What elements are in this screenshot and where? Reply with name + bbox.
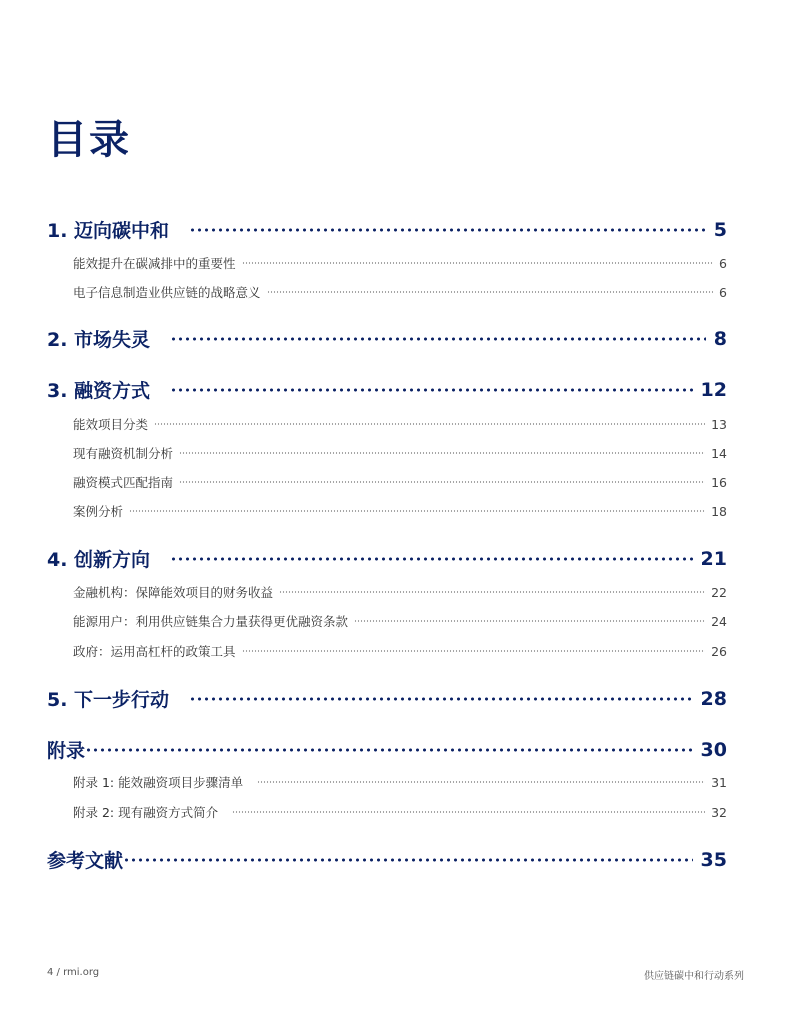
toc-section-page: 8 (713, 327, 727, 350)
toc-section-page: 28 (700, 687, 727, 710)
toc-subsection[interactable] (73, 502, 727, 520)
toc-section-page: 21 (700, 547, 727, 570)
toc-subsection-page: 22 (711, 584, 727, 600)
toc-subsection-label: 能源用户：利用供应链集合力量获得更优融资条款 (73, 614, 349, 629)
toc-subsection[interactable] (73, 473, 727, 491)
dot-leader (154, 423, 705, 425)
dot-leader (354, 620, 705, 622)
toc-subsection[interactable] (73, 583, 727, 601)
toc-section-label: 5. 下一步行动 (47, 689, 170, 711)
dot-leader (85, 748, 693, 752)
dot-leader (267, 291, 714, 293)
toc-subsection-label: 附录 1: 能效融资项目步骤清单 (73, 775, 244, 790)
dot-leader (279, 591, 705, 593)
dot-leader (129, 510, 705, 512)
toc-subsection[interactable] (73, 283, 727, 301)
dot-leader (179, 481, 705, 483)
dot-leader (179, 452, 705, 454)
toc-section-appendix[interactable] (47, 736, 727, 763)
toc-subsection-page: 31 (711, 774, 727, 790)
toc-subsection-page: 6 (719, 284, 727, 300)
toc-subsection-page: 14 (711, 445, 727, 461)
toc-subsection-label: 能效项目分类 (73, 417, 149, 432)
toc-subsection-page: 24 (711, 613, 727, 629)
toc-subsection[interactable] (73, 254, 727, 272)
toc-section-page: 35 (700, 848, 727, 871)
toc-section-label: 4. 创新方向 (47, 549, 151, 571)
page-title: 目录 (47, 117, 131, 163)
dot-leader (257, 781, 705, 783)
toc-subsection-page: 6 (719, 255, 727, 271)
toc-section-label: 参考文献 (47, 850, 124, 872)
toc-subsection[interactable] (73, 803, 727, 821)
toc-subsection-label: 现有融资机制分析 (73, 446, 174, 461)
toc-subsection[interactable] (73, 415, 727, 433)
toc-subsection-label: 融资模式匹配指南 (73, 475, 174, 490)
toc-section-page: 5 (713, 218, 727, 241)
dot-leader (170, 337, 706, 341)
dot-leader (189, 697, 692, 701)
toc-subsection-label: 案例分析 (73, 504, 124, 519)
toc-subsection-page: 32 (711, 804, 727, 820)
dot-leader (189, 228, 706, 232)
toc-section-references[interactable] (47, 846, 727, 873)
toc-subsection[interactable] (73, 773, 727, 791)
toc-section-label: 附录 (47, 740, 86, 762)
toc-subsection[interactable] (73, 444, 727, 462)
toc-section-4[interactable] (47, 545, 727, 572)
toc-subsection-page: 18 (711, 503, 727, 519)
toc-section-3[interactable] (47, 376, 727, 403)
dot-leader (123, 858, 693, 862)
toc-section-5[interactable] (47, 685, 727, 712)
toc-subsection-label: 电子信息制造业供应链的战略意义 (73, 285, 261, 300)
toc-section-label: 3. 融资方式 (47, 380, 151, 402)
toc-subsection[interactable] (73, 612, 727, 630)
toc-subsection-page: 16 (711, 474, 727, 490)
toc-section-1[interactable] (47, 216, 727, 243)
toc-subsection-label: 政府：运用高杠杆的政策工具 (73, 644, 236, 659)
footer-page-info: 4 / rmi.org (47, 967, 100, 978)
toc-section-label: 1. 迈向碳中和 (47, 220, 170, 242)
dot-leader (170, 557, 692, 561)
toc-section-label: 2. 市场失灵 (47, 329, 151, 351)
toc-subsection[interactable] (73, 642, 727, 660)
toc-subsection-label: 金融机构：保障能效项目的财务收益 (73, 585, 274, 600)
dot-leader (232, 811, 705, 813)
dot-leader (170, 388, 692, 392)
toc-subsection-page: 13 (711, 416, 727, 432)
dot-leader (242, 650, 706, 652)
toc-subsection-label: 附录 2: 现有融资方式简介 (73, 805, 219, 820)
toc-subsection-page: 26 (711, 643, 727, 659)
toc-subsection-label: 能效提升在碳减排中的重要性 (73, 256, 236, 271)
toc-section-page: 30 (700, 738, 727, 761)
footer-series-name: 供应链碳中和行动系列 (644, 971, 744, 982)
toc-section-2[interactable] (47, 325, 727, 352)
dot-leader (242, 262, 714, 264)
toc-section-page: 12 (700, 378, 727, 401)
